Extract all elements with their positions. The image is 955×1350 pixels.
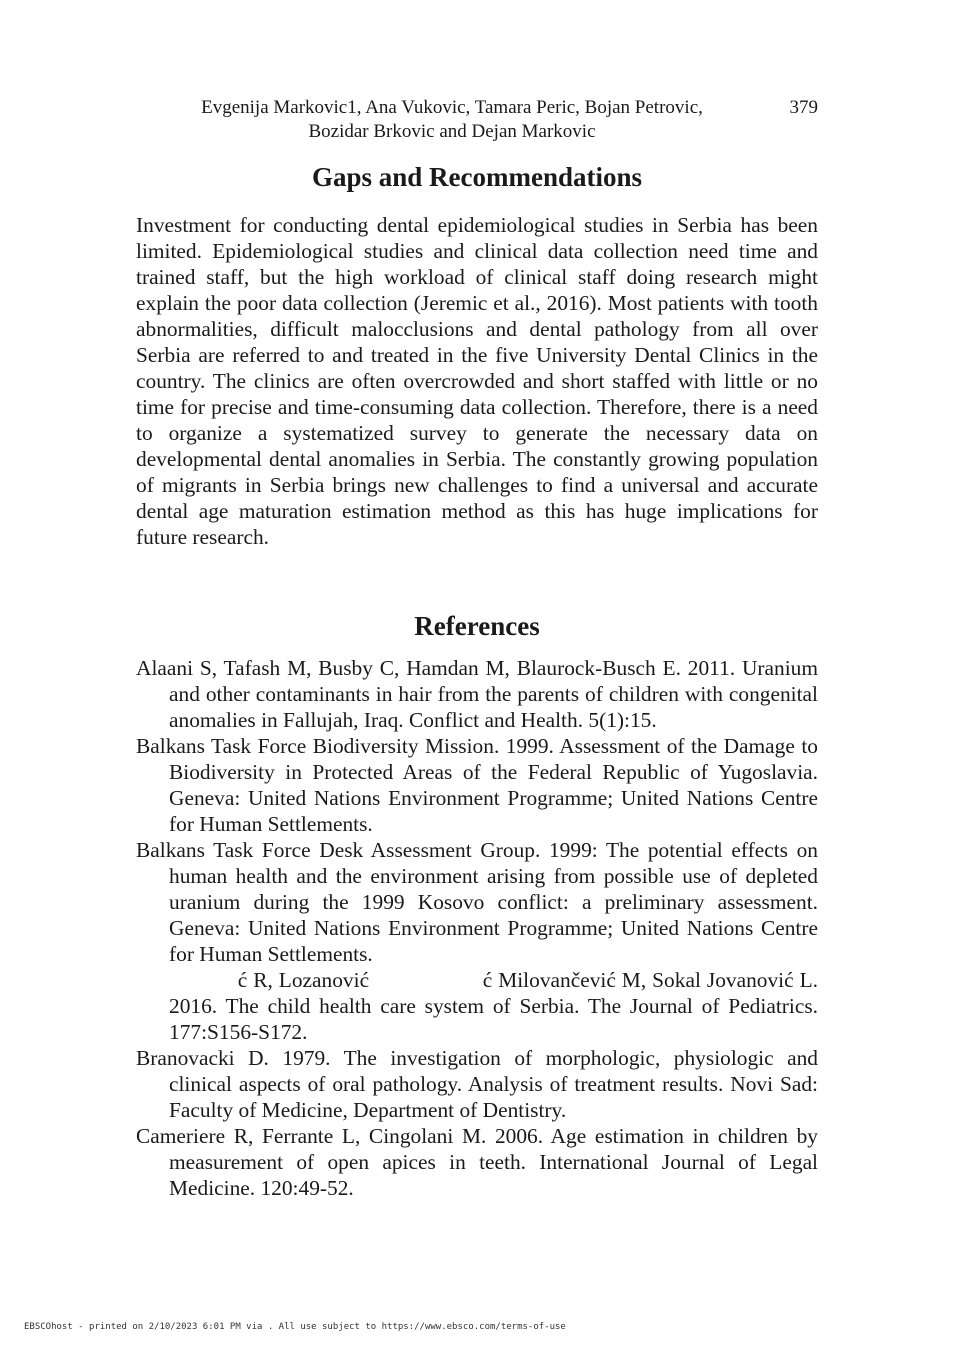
reference-list — [136, 655, 818, 1201]
section-title-references: References — [414, 611, 540, 641]
reference-item: Balkans Task Force Desk Assessment Group. 1999: The potential effects on human health and the environment arising from possible use of depleted uranium during the 1999 Kosovo conflict: a preliminary assessment. Geneva: United Nations Environment Programme; United Nations Centre for Human Settlements. — [136, 838, 818, 966]
reference-item: Balkans Task Force Biodiversity Mission. 1999. Assessment of the Damage to Biodiversity in Protected Areas of the Federal Republic of Yugoslavia. Geneva: United Nations Environment Programme; United Nations Centre for Human Settlements. — [136, 734, 818, 836]
section-title-gaps: Gaps and Recommendations — [311, 162, 643, 192]
header-authors — [136, 96, 818, 144]
running-header — [136, 96, 818, 144]
header-authors-line1: Evgenija Markovic1, Ana Vukovic, Tamara Peric, Bojan Petrovic, — [201, 97, 703, 118]
reference-item: Branovacki D. 1979. The investigation of morphologic, physiologic and clinical aspects of oral pathology. Analysis of treatment results. Novi Sad: Faculty of Medicine, Department of Dentistry. — [136, 1046, 818, 1122]
page-number: 379 — [789, 97, 818, 118]
reference-item: Alaani S, Tafash M, Busby C, Hamdan M, Blaurock-Busch E. 2011. Uranium and other contaminants in hair from the parents of children with congenital anomalies in Fallujah, Iraq. Conflict and Health. 5(1):15. — [136, 656, 818, 732]
reference-item: ć R, Lozanović ć Milovančević M, Sokal Jovanović L. 2016. The child health care system of Serbia. The Journal of Pediatrics. 177:S156-S172. — [136, 968, 818, 1044]
reference-item: Cameriere R, Ferrante L, Cingolani M. 2006. Age estimation in children by measurement of open apices in teeth. International Journal of Legal Medicine. 120:49-52. — [136, 1124, 818, 1200]
header-authors-line2: Bozidar Brkovic and Dejan Markovic — [308, 121, 596, 142]
gaps-paragraph: Investment for conducting dental epidemiological studies in Serbia has been limited. Epidemiological studies and clinical data collection need time and trained staff, but the high workload of clinical staff doing research might explain the poor data collection (Jeremic et al., 2016). Most patients with tooth abnormalities, difficult malocclusions and dental pathology from all over Serbia are referred to and treated in the five University Dental Clinics in the country. The clinics are often overcrowded and short staffed with little or no time for precise and time-consuming data collection. Therefore, there is a need to organize a systematized survey to generate the necessary data on developmental dental anomalies in Serbia. The constantly growing population of migrants in Serbia brings new challenges to find a universal and accurate dental age maturation estimation method as this has huge implications for future research. — [136, 213, 818, 549]
print-footer: EBSCOhost - printed on 2/10/2023 6:01 PM via . All use subject to https://www.ebsco.com/terms-of-use — [24, 1322, 566, 1332]
